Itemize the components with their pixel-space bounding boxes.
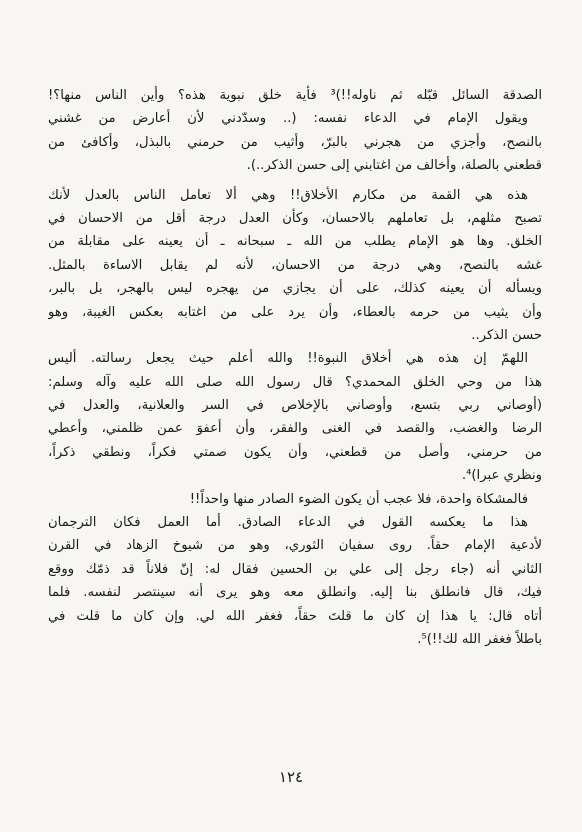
text-line: قطعني بالصلة، وأخالف من اغتابني إلى حسن الذكر..).: [246, 158, 542, 174]
text-line: من حرمني، وأصل من قطعني، وأن يكون صمتي فكراً، ونطقي ذكراً،: [48, 444, 542, 460]
page-number: ١٢٤: [278, 768, 304, 786]
body-text: [48, 84, 542, 651]
text-line: وأن يثيب من حرمه بالعطاء، وأن يرد على من اغتابه بعكس الغيبة، وهو: [48, 304, 542, 320]
text-line: هذه هي القمة من مكارم الأخلاق!! وهي ألا تعامل الناس بالعدل لأنك: [48, 187, 528, 203]
text-line: (أوصاني ربي بتسع، وأوصاني بالإخلاص في السر والعلانية، والعدل في: [48, 398, 542, 414]
text-line: هذا من وحي الخلق المحمدي؟ قال رسول الله صلى الله عليه وآله وسلم:: [48, 374, 542, 390]
text-line: بالنصح، وأجزي من هجرني بالبرّ، وأثيب من حرمني بالبذل، وأكافئ من: [48, 134, 542, 150]
text-line: ويقول الإمام في الدعاء نفسه: (.. وسدّدني لأن أعارض من غشني: [48, 111, 528, 127]
text-line: الخلق. وها هو الإمام يطلب من الله ـ سبحانه ـ أن يعينه على مقابلة من: [48, 234, 542, 250]
text-line: فيك، قال فانطلق بنا إليه. وانطلق معه وهو يرى أنه سينتصر لنفسه. فلما: [48, 585, 542, 601]
text-line: أتاه قال: يا هذا إن كان ما قلتَ حقاً، فغفر الله لي. وإن كان ما قلت في: [48, 608, 542, 624]
text-line: تصبح مثلهم، بل تعاملهم بالاحسان، وكأن العدل درجة أقل من الاحسان في: [48, 210, 542, 226]
text-line: الثاني أنه (جاء رجل إلى علي بن الحسين فقال له: إنّ فلاناً قد ذمّك ووقع: [48, 561, 542, 577]
text-line: هذا ما يعكسه القول في الدعاء الصادق. أما العمل فكان الترجمان: [48, 515, 528, 531]
text-line: باطلاً فغفر الله لك!!)⁵.: [417, 631, 542, 647]
text-line: حسن الذكر..: [471, 327, 542, 343]
text-line: فالمشكاة واحدة، فلا عجب أن يكون الضوء الصادر منها واحداً!!: [189, 491, 528, 507]
text-line: ونظري عبرا)⁴.: [461, 468, 542, 484]
text-line: اللهمّ إن هذه هي أخلاق النبوة!! والله أعلم حيث يجعل رسالته. أليس: [48, 351, 528, 367]
text-line: لأدعية الإمام حقاً. روى سفيان الثوري، وهو من شيوخ الزهاد في القرن: [48, 538, 542, 554]
text-line: غشه بالنصح، وهي درجة من الاحسان، لأنه لم يقابل الاساءة بالمثل.: [48, 257, 542, 273]
text-line: الرضا والغضب، والقصد في الغنى والفقر، وأن أعفوَ عمن ظلمني، وأعطي: [48, 421, 542, 437]
text-line: الصدقة السائل قبّله ثم ناوله!!)³ فأية خلق نبوية هذه؟ وأين الناس منها؟!: [48, 88, 542, 103]
text-line: ويسأله أن يعينه كذلك، على أن يجازي من يهجره ليس بالهجر، بل بالبر،: [48, 281, 542, 297]
